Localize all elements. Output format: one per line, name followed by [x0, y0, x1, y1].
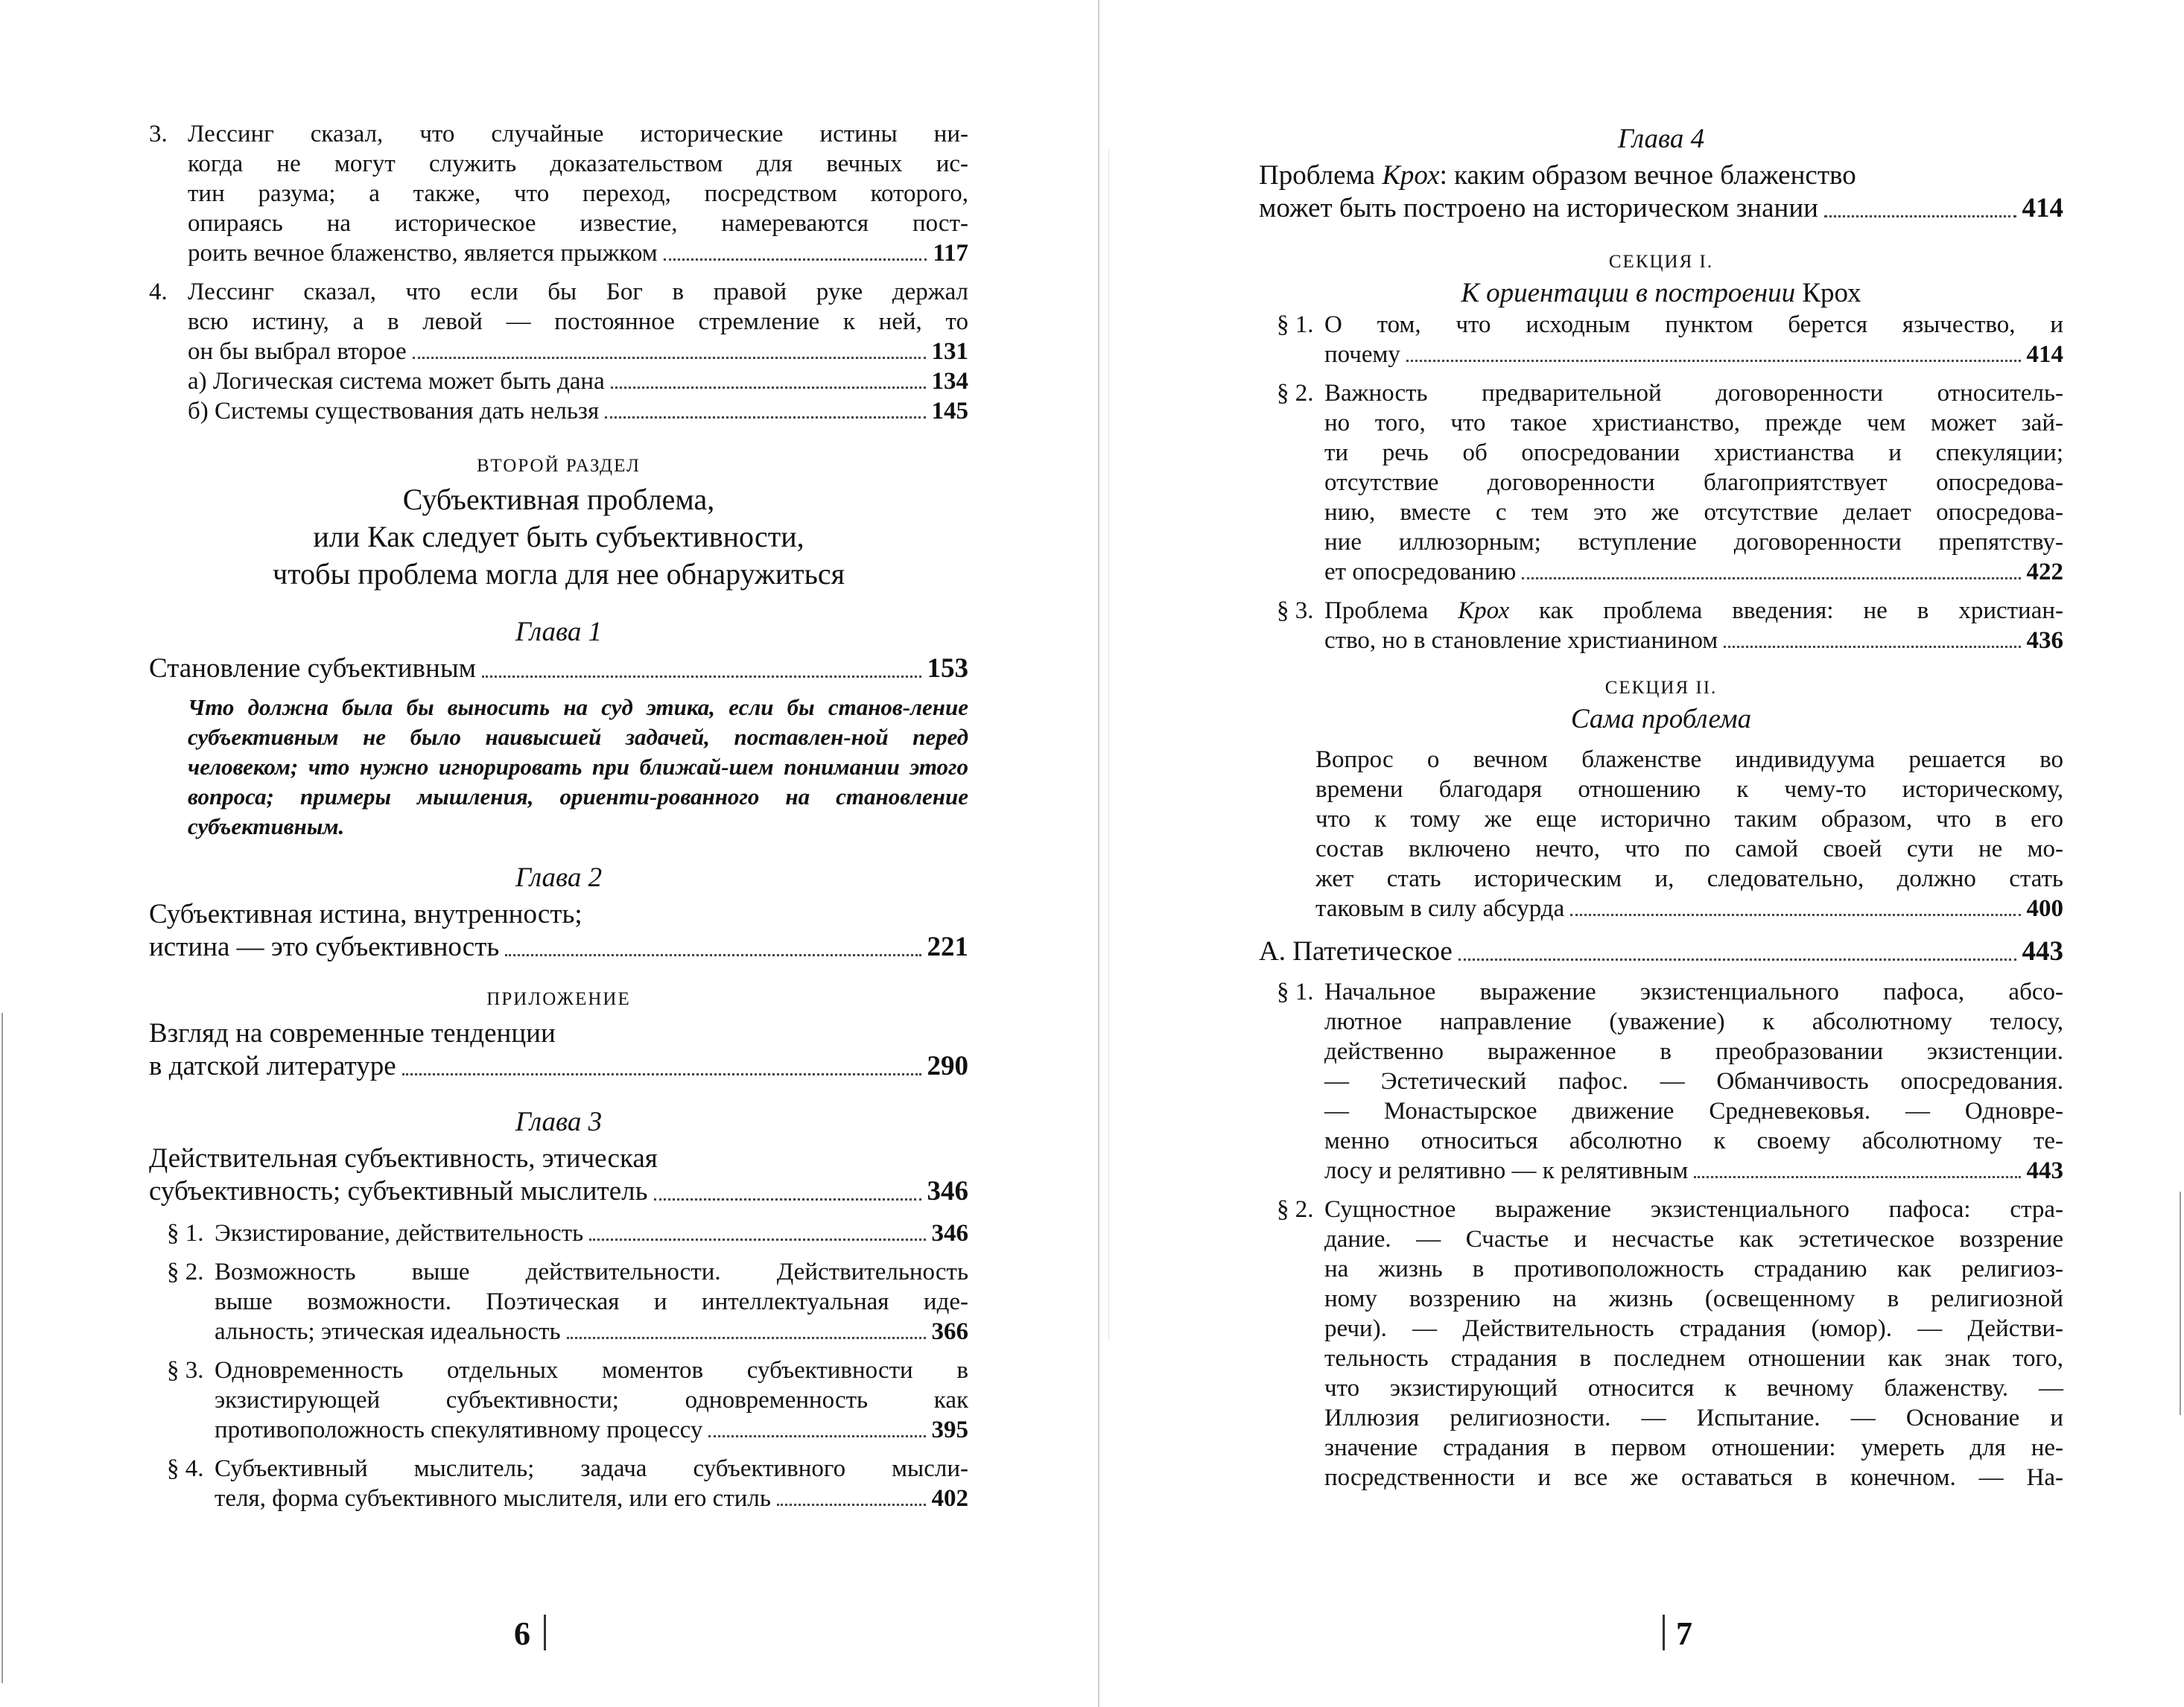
page-ref: 436	[2026, 627, 2063, 654]
toc-paragraph: § 4. Субъективный мыслитель; задача субъективного мысли- теля, форма субъективного мыслителя, или его стиль 402	[167, 1455, 968, 1512]
leader-dots	[708, 1435, 925, 1437]
leader-dots	[664, 258, 927, 261]
section-label: ВТОРОЙ РАЗДЕЛ	[477, 456, 641, 476]
section-title-line: Субъективная проблема,	[402, 483, 715, 516]
leader-dots	[402, 1073, 921, 1075]
entry-number: 3.	[149, 121, 168, 147]
chapter-description: Что должна была бы выносить на суд этика, если бы станов-ление субъективным не было наивысшей задачей, поставлен-ной перед человеком; что нужно игнорировать при ближай-шем понимании этого вопроса; примеры мышления, ориенти-рованного на становление субъективным.	[188, 694, 968, 839]
entry-number: 4.	[149, 279, 168, 305]
page-ref: 131	[931, 338, 968, 365]
page-ref: 346	[927, 1176, 968, 1207]
page-ref: 117	[933, 240, 968, 267]
leader-dots	[1824, 215, 2016, 217]
page-ref: 395	[931, 1417, 968, 1443]
chapter-title-entry: может быть построено на историческом знании 414	[1259, 193, 2063, 223]
toc-entry-4: 4. Лессинг сказал, что если бы Бог в правой руке держал всю истину, а в левой — постоянное стремление к ней, то он бы выбрал второе 131 а) Логическая система может быть дана 134 б) Системы существования дать нельзя 145	[149, 279, 968, 425]
page-ref: 134	[931, 368, 968, 395]
section-title-line: чтобы проблема могла для нее обнаружиться	[273, 557, 845, 591]
page-number-bar	[1663, 1615, 1665, 1650]
leader-dots	[1694, 1176, 2020, 1178]
page-ref: 145	[931, 398, 968, 425]
scan-edge-mark	[1, 1013, 3, 1683]
page-number-left: 6	[514, 1615, 530, 1652]
page-number-bar	[544, 1615, 546, 1650]
chapter-title-entry: Становление субъективным 153	[149, 653, 968, 684]
leader-dots	[1724, 646, 2020, 648]
chapter-label: Глава 3	[515, 1107, 603, 1137]
leader-dots	[1406, 360, 2021, 362]
page-ref: 402	[931, 1485, 968, 1512]
leader-dots	[589, 1239, 925, 1241]
leader-dots	[654, 1198, 921, 1201]
chapter-title-entry: истина — это субъективность 221	[149, 932, 968, 962]
appendix-title-entry: в датской литературе 290	[149, 1051, 968, 1081]
leader-dots	[777, 1504, 926, 1506]
appendix-label: ПРИЛОЖЕНИЕ	[486, 989, 631, 1009]
toc-paragraph: § 3. Проблема Крох как проблема введения: не в христиан- ство, но в становление христианином 436	[1277, 597, 2063, 654]
toc-paragraph: § 1. О том, что исходным пунктом берется язычество, и почему 414	[1277, 311, 2063, 368]
page-ref: 346	[931, 1220, 968, 1247]
page-number-right: 7	[1676, 1615, 1692, 1652]
toc-paragraph: § 2. Возможность выше действительности. Действительность выше возможности. Поэтическая и интеллектуальная иде- альность; этическая идеальность 366	[167, 1259, 968, 1345]
chapter3-sections	[149, 1218, 968, 1513]
page-ref: 400	[2026, 895, 2063, 922]
page-ref: 290	[927, 1051, 968, 1081]
toc-paragraph: § 2. Важность предварительной договоренности относитель- но того, что такое христианство, прежде чем может зай- ти речь об опосредовании христианства и спекуляции; отсутствие договоренности благоприятствует опосредова- нию, вместе с тем это же отсутствие делает опосредова- ние иллюзорным; вступление договоренности препятству- ет опосредованию 422	[1277, 380, 2063, 585]
leader-dots	[505, 954, 921, 956]
leader-dots	[1570, 914, 2020, 916]
chapter-label: Глава 1	[515, 617, 603, 647]
page-ref: 221	[927, 932, 968, 962]
section-title-line: или Как следует быть субъективности,	[313, 520, 804, 553]
right-toc-column: Глава 4 Проблема Крох: каким образом вечное блаженство может быть построено на историческом знании 414 СЕКЦИЯ I. К ориентации в построении Крох § 1. О том, что исходным пунктом берется язычество, и почему 414 § 2. Важность предварительной договоренности относитель- но того, что такое христианство, прежде чем может зай- ти речь об опосредовании христианства и спекуляции; отсутствие договоренности благоприятствует опосредова- нию, вместе с тем это же отсутствие делает опосредова- ние иллюзорным; вступление договоренности препятству- ет опосредованию 422 § 3. Проблема Крох как проблема введения: не в христиан- ство, но в становление христианином 436 СЕКЦИЯ II. Сама проблема Вопрос о вечном блаженстве индивидуума решается во времени благодаря отношению к чему-то историческому, что к тому же еще исторично таким образом, что в его состав включено нечто, что по самой своей сути не мо- жет стать историческим и, следовательно, должно стать таковым в силу абсурда 400 А. Патетическое 443 § 1. Начальное выражение экзистенциального пафоса, абсо- лютное направление (уважение) к абсолютному телосу, действенно выраженное в преобразовании экзистенции. — Эстетический пафос. — Обманчивость опосредования. — Монастырское движение Средневековья. — Одновре- менно относиться абсолютно к своему абсолютному те- лосу и релятивно — к релятивным 443 § 2. Сущностное выражение экзистенциального пафоса: стра- дание. — Счастье и несчастье как эстетическое воззрение на жизнь в противоположность страданию как религиоз- ному воззрению на жизнь (освещенному в религиозной речи). — Действительность страдания (юмор). — Действи- тельность страдания в последнем отношении как знак того, что экзистирующий относится к вечному блаженству. — Иллюзия религиозности. — Испытание. — Основание и значение страдания в первом отношении: умереть для не- посредственности и все же оставаться в конечном. — На-	[1259, 124, 2063, 1491]
leader-dots	[1458, 959, 2016, 961]
book-gutter	[1098, 0, 1099, 1707]
page-ref: 414	[2026, 341, 2063, 368]
leader-dots	[605, 416, 925, 419]
scan-edge-mark	[2180, 1192, 2181, 1415]
page-ref: 422	[2026, 559, 2063, 585]
section-label: СЕКЦИЯ I.	[1608, 252, 1714, 272]
leader-dots	[1522, 577, 2020, 579]
section-label: СЕКЦИЯ II.	[1604, 678, 1718, 698]
leader-dots	[611, 387, 926, 389]
page-ref: 153	[927, 653, 968, 684]
chapter-title-entry: субъективность; субъективный мыслитель 346	[149, 1176, 968, 1207]
leader-dots	[567, 1337, 926, 1339]
part-a-entry: А. Патетическое 443	[1259, 936, 2063, 967]
chapter-label: Глава 4	[1617, 124, 1705, 154]
part-a-items	[1259, 977, 2063, 1493]
page-ref: 414	[2022, 193, 2063, 223]
leader-dots	[482, 676, 921, 678]
toc-paragraph: § 1. Начальное выражение экзистенциального пафоса, абсо- лютное направление (уважение) к абсолютному телосу, действенно выраженное в преобразовании экзистенции. — Эстетический пафос. — Обманчивость опосредования. — Монастырское движение Средневековья. — Одновре- менно относиться абсолютно к своему абсолютному те- лосу и релятивно — к релятивным 443	[1277, 979, 2063, 1184]
leader-dots	[413, 357, 926, 359]
toc-paragraph: § 2. Сущностное выражение экзистенциального пафоса: стра- дание. — Счастье и несчастье как эстетическое воззрение на жизнь в противоположность страданию как религиоз- ному воззрению на жизнь (освещенному в религиозной речи). — Действительность страдания (юмор). — Действи- тельность страдания в последнем отношении как знак того, что экзистирующий относится к вечному блаженству. — Иллюзия религиозности. — Испытание. — Основание и значение страдания в первом отношении: умереть для не- посредственности и все же оставаться в конечном. — На-	[1277, 1196, 2063, 1491]
toc-paragraph: § 3. Одновременность отдельных моментов субъективности в экзистирующей субъективности; одновременность как противоположность спекулятивному процессу 395	[167, 1357, 968, 1443]
toc-entry-3: 3. Лессинг сказал, что случайные исторические истины ни- когда не могут служить доказательством для вечных ис- тин разума; а также, что переход, посредством которого, опираясь на историческое известие, намереваются пост- роить вечное блаженство, является прыжком 117	[149, 121, 968, 267]
section-title: Сама проблема	[1570, 704, 1752, 734]
page-ref: 366	[931, 1318, 968, 1345]
chapter-label: Глава 2	[515, 862, 603, 893]
page-ref: 443	[2022, 936, 2063, 967]
section1-items	[1259, 310, 2063, 655]
book-gutter-shadow	[1108, 149, 1109, 1341]
page-ref: 443	[2026, 1157, 2063, 1184]
section-title: К ориентации в построении Крох	[1461, 278, 1861, 308]
section2-paragraph: Вопрос о вечном блаженстве индивидуума решается во времени благодаря отношению к чему-то историческому, что к тому же еще исторично таким образом, что в его состав включено нечто, что по самой своей сути не мо- жет стать историческим и, следовательно, должно стать таковым в силу абсурда 400	[1315, 746, 2063, 922]
left-toc-column: 3. Лессинг сказал, что случайные исторические истины ни- когда не могут служить доказательством для вечных ис- тин разума; а также, что переход, посредством которого, опираясь на историческое известие, намереваются пост- роить вечное блаженство, является прыжком 117 4. Лессинг сказал, что если бы Бог в правой руке держал всю истину, а в левой — постоянное стремление к ней, то он бы выбрал второе 131 а) Логическая система может быть дана 134 б) Системы существования дать нельзя 145 ВТОРОЙ РАЗДЕЛ Субъективная проблема, или Как следует быть субъективности, чтобы проблема могла для нее обнаружиться Глава 1 Становление субъективным 153 Что должна была бы выносить на суд этика, если бы станов-ление субъективным не было наивысшей задачей, поставлен-ной перед человеком; что нужно игнорировать при ближай-шем понимании этого вопроса; примеры мышления, ориенти-рованного на становление субъективным. Глава 2 Субъективная истина, внутренность; истина — это субъективность 221 ПРИЛОЖЕНИЕ Взгляд на современные тенденции в датской литературе 290 Глава 3 Действительная субъективность, этическая субъективность; субъективный мыслитель 346 § 1. Экзистирование, действительность 346 § 2. Возможность выше действительности. Действительность выше возможности. Поэтическая и интеллектуальная иде- альность; этическая идеальность 366 § 3. Одновременность отдельных моментов субъективности в экзистирующей субъективности; одновременность как противоположность спекулятивному процессу 395 § 4. Субъективный мыслитель; задача субъективного мысли- теля, форма субъективного мыслителя, или его стиль 402	[149, 121, 968, 1512]
toc-paragraph: § 1. Экзистирование, действительность 346	[167, 1220, 968, 1247]
